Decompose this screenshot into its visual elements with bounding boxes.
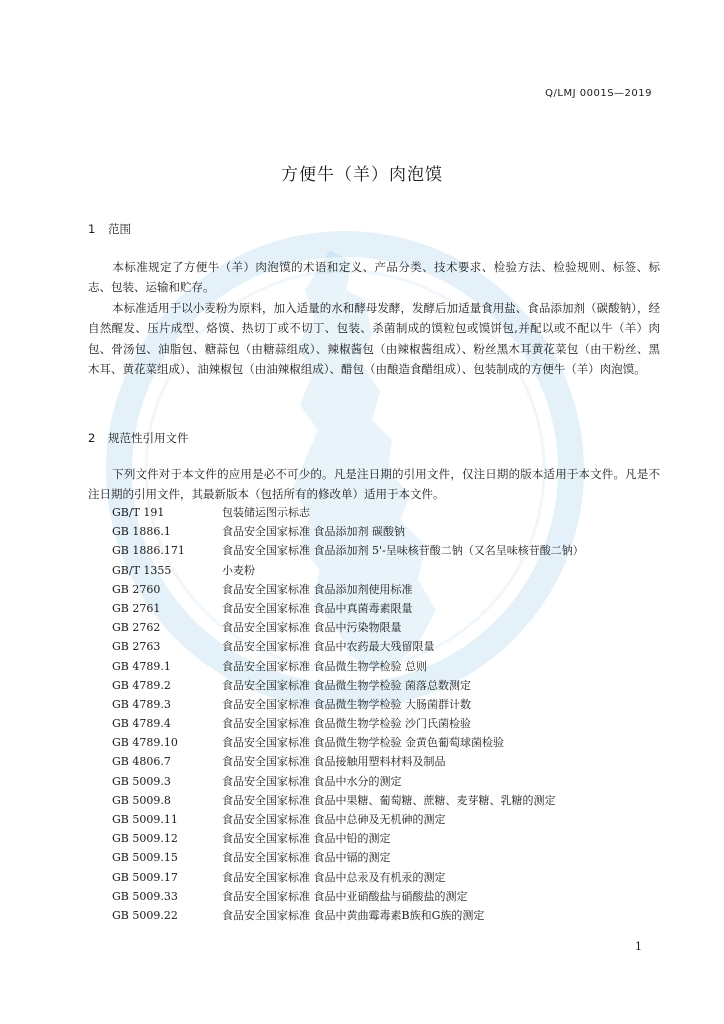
reference-item <box>112 848 672 867</box>
reference-title: 食品安全国家标准 食品中水分的测定 <box>222 774 402 788</box>
reference-code: GB 4789.1 <box>112 659 171 673</box>
reference-code: GB/T 1355 <box>112 563 172 577</box>
reference-item <box>112 599 672 618</box>
section-2-heading <box>88 430 189 446</box>
section-title: 规范性引用文件 <box>108 431 189 445</box>
reference-code: GB 5009.22 <box>112 908 178 922</box>
reference-item <box>112 618 672 637</box>
reference-title: 食品安全国家标准 食品微生物学检验 沙门氏菌检验 <box>222 717 471 731</box>
reference-title: 食品安全国家标准 食品微生物学检验 总则 <box>222 659 427 673</box>
reference-item <box>112 772 672 791</box>
reference-code: GB 1886.171 <box>112 544 185 558</box>
reference-code: GB 5009.12 <box>112 832 178 846</box>
section-1-heading <box>88 221 131 237</box>
reference-list <box>112 503 672 925</box>
reference-item <box>112 522 672 541</box>
page-number: 1 <box>635 940 642 953</box>
reference-title: 食品安全国家标准 食品中农药最大残留限量 <box>222 640 435 654</box>
reference-item <box>112 829 672 848</box>
reference-title: 包装储运图示标志 <box>222 506 310 519</box>
reference-item <box>112 810 672 829</box>
reference-title: 食品安全国家标准 食品添加剂使用标准 <box>222 582 413 596</box>
reference-code: GB 5009.15 <box>112 851 178 865</box>
reference-title: 食品安全国家标准 食品中铅的测定 <box>222 832 391 846</box>
paragraph-text: 本标准规定了方便牛（羊）肉泡馍的术语和定义、产品分类、技术要求、检验方法、检验规则、标签、标志、包装、运输和贮存。 <box>88 260 660 295</box>
reference-code: GB 5009.3 <box>112 774 171 788</box>
reference-title: 食品安全国家标准 食品接触用塑料材料及制品 <box>222 755 446 769</box>
reference-code: GB 4789.10 <box>112 736 178 750</box>
reference-code: GB 1886.1 <box>112 525 171 539</box>
reference-item <box>112 676 672 695</box>
reference-title: 食品安全国家标准 食品添加剂 5'-呈味核苷酸二钠（又名呈味核苷酸二钠） <box>222 544 584 558</box>
section-title: 范围 <box>108 222 131 236</box>
reference-title: 食品安全国家标准 食品中总砷及无机砷的测定 <box>222 813 446 826</box>
reference-item <box>112 868 672 887</box>
reference-item <box>112 580 672 599</box>
reference-title: 食品安全国家标准 食品微生物学检验 大肠菌群计数 <box>222 697 471 711</box>
reference-title: 小麦粉 <box>222 563 255 577</box>
reference-item <box>112 733 672 752</box>
reference-item <box>112 637 672 656</box>
reference-item <box>112 791 672 810</box>
reference-item <box>112 752 672 771</box>
reference-code: GB 4789.3 <box>112 697 171 711</box>
reference-title: 食品安全国家标准 食品中总汞及有机汞的测定 <box>222 870 446 884</box>
reference-code: GB/T 191 <box>112 506 165 519</box>
reference-item <box>112 541 672 560</box>
reference-code: GB 4806.7 <box>112 755 171 769</box>
reference-item <box>112 906 672 925</box>
reference-title: 食品安全国家标准 食品中黄曲霉毒素B族和G族的测定 <box>222 908 485 922</box>
paragraph-text: 下列文件对于本文件的应用是必不可少的。凡是注日期的引用文件，仅注日期的版本适用于本文件。凡是不注日期的引用文件，其最新版本（包括所有的修改单）适用于本文件。 <box>88 467 660 502</box>
reference-item <box>112 503 672 522</box>
reference-code: GB 4789.2 <box>112 678 171 692</box>
reference-code: GB 2763 <box>112 640 161 654</box>
scope-paragraph-1 <box>88 257 660 298</box>
paragraph-text: 本标准适用于以小麦粉为原料，加入适量的水和酵母发酵，发酵后加适量食用盐、食品添加剂（碳酸钠），经自然醒发、压片成型、烙馍、热切丁或不切丁、包装、杀菌制成的馍粒包或馍饼包,并配以或不配以牛（羊）肉包、骨汤包、油脂包、糖蒜包（由糖蒜组成）、辣椒酱包（由辣椒酱组成）、粉丝黑木耳黄花菜包（由干粉丝、黑木耳、黄花菜组成）、油辣椒包（由油辣椒组成）、醋包（由酿造食醋组成）、包装制成的方便牛（羊）肉泡馍。 <box>88 301 660 377</box>
reference-item <box>112 561 672 580</box>
reference-item <box>112 887 672 906</box>
reference-title: 食品安全国家标准 食品中果糖、葡萄糖、蔗糖、麦芽糖、乳糖的测定 <box>222 793 556 807</box>
reference-item <box>112 714 672 733</box>
reference-code: GB 5009.17 <box>112 870 178 884</box>
standard-number: Q/LMJ 0001S—2019 <box>545 88 652 99</box>
reference-item <box>112 657 672 676</box>
reference-code: GB 2761 <box>112 601 161 615</box>
reference-item <box>112 695 672 714</box>
reference-code: GB 4789.4 <box>112 717 171 731</box>
section-number: 2 <box>88 431 96 445</box>
reference-title: 食品安全国家标准 食品微生物学检验 金黄色葡萄球菌检验 <box>222 736 504 750</box>
reference-title: 食品安全国家标准 食品中亚硝酸盐与硝酸盐的测定 <box>222 889 468 903</box>
reference-title: 食品安全国家标准 食品微生物学检验 菌落总数测定 <box>222 678 471 692</box>
reference-code: GB 5009.8 <box>112 793 171 807</box>
reference-code: GB 5009.11 <box>112 813 178 826</box>
scope-paragraph-2 <box>88 298 660 380</box>
document-title: 方便牛（羊）肉泡馍 <box>281 165 443 185</box>
section-number: 1 <box>88 222 96 236</box>
normative-references-intro <box>88 464 660 505</box>
reference-code: GB 5009.33 <box>112 889 178 903</box>
reference-code: GB 2762 <box>112 621 161 635</box>
reference-title: 食品安全国家标准 食品中镉的测定 <box>222 851 391 865</box>
reference-title: 食品安全国家标准 食品中污染物限量 <box>222 621 402 635</box>
reference-title: 食品安全国家标准 食品添加剂 碳酸钠 <box>222 525 405 539</box>
reference-title: 食品安全国家标准 食品中真菌毒素限量 <box>222 601 413 615</box>
reference-code: GB 2760 <box>112 582 161 596</box>
